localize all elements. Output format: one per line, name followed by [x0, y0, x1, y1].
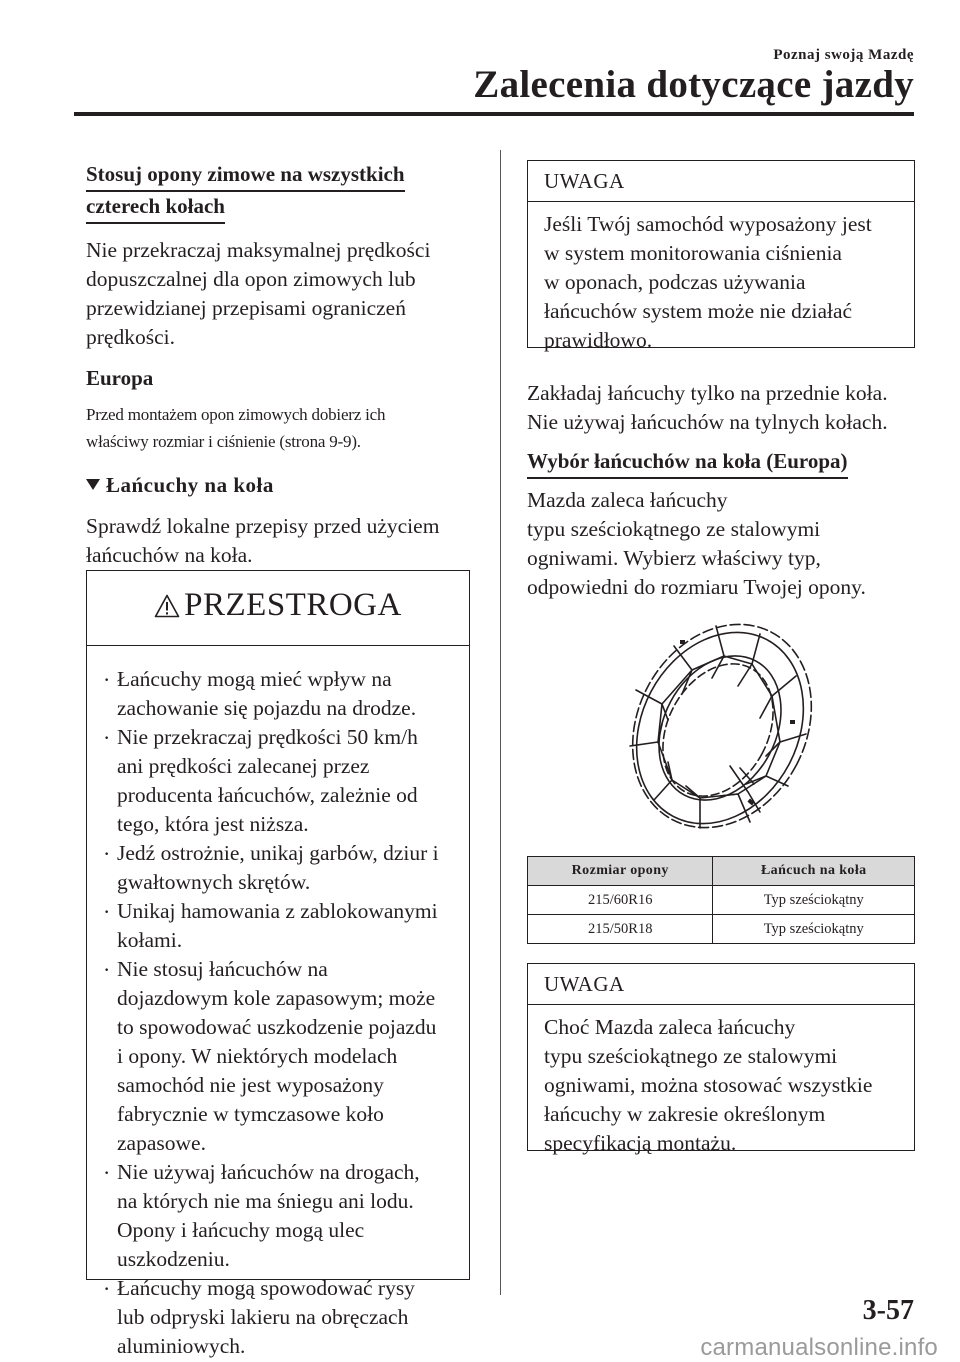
caution-item — [101, 839, 461, 897]
text-line: aluminiowych. — [117, 1334, 246, 1358]
table-cell: Typ sześciokątny — [713, 915, 915, 944]
text-line: · Łańcuchy mogą mieć wpływ na — [117, 667, 392, 691]
note-body — [528, 1005, 914, 1158]
table-cell: 215/50R18 — [528, 915, 713, 944]
chains-section-title — [86, 473, 472, 498]
chapter-title: Zalecenia dotyczące jazdy — [473, 63, 914, 106]
heading-line-2: czterech kołach — [86, 192, 225, 224]
tire-chain-table — [527, 856, 915, 944]
text-line: dojazdowym kole zapasowym; może — [117, 986, 436, 1010]
warning-triangle-icon — [154, 594, 180, 618]
note-body — [528, 202, 914, 355]
text-line: kołami. — [117, 928, 183, 952]
left-column — [86, 160, 472, 570]
text-line: łańcuchy w zakresie określonym — [544, 1102, 826, 1126]
caution-item — [101, 1158, 461, 1274]
text-line: i opony. W niektórych modelach — [117, 1044, 398, 1068]
sub-heading-text: Wybór łańcuchów na koła (Europa) — [527, 447, 848, 479]
note-title: UWAGA — [528, 964, 914, 1005]
caution-item — [101, 723, 461, 839]
text-line: producenta łańcuchów, zależnie od — [117, 783, 418, 807]
text-line: specyfikacją montażu. — [544, 1131, 737, 1155]
winter-tires-heading — [86, 160, 472, 224]
text-line: prawidłowo. — [544, 328, 653, 352]
text-line: · Unikaj hamowania z zablokowanymi — [117, 899, 438, 923]
winter-tires-paragraph — [86, 236, 472, 352]
text-line: Nie używaj łańcuchów na tylnych kołach. — [527, 410, 888, 434]
table-header-row — [528, 857, 915, 886]
table-row — [528, 886, 915, 915]
text-line: · Nie używaj łańcuchów na drogach, — [117, 1160, 420, 1184]
front-wheels-paragraph — [527, 379, 927, 437]
text-line: prędkości. — [86, 325, 175, 349]
heading-line-1: Stosuj opony zimowe na wszystkich — [86, 160, 405, 192]
chains-section-text — [86, 512, 472, 570]
text-line: dopuszczalnej dla opon zimowych lub — [86, 267, 416, 291]
header-rule — [74, 112, 914, 116]
text-line: w system monitorowania ciśnienia — [544, 241, 842, 265]
text-line: Zakładaj łańcuchy tylko na przednie koła. — [527, 381, 888, 405]
caution-title: PRZESTROGA — [184, 587, 402, 623]
text-line: · Nie przekraczaj prędkości 50 km/h — [117, 725, 418, 749]
caution-item — [101, 665, 461, 723]
triangle-bullet-icon — [86, 479, 100, 490]
text-line: Przed montażem opon zimowych dobierz ich — [86, 405, 386, 424]
text-line: to spowodować uszkodzenie pojazdu — [117, 1015, 437, 1039]
text-line: odpowiedni do rozmiaru Twojej opony. — [527, 575, 866, 599]
text-line: tego, która jest niższa. — [117, 812, 309, 836]
text-line: typu sześciokątnego ze stalowymi — [544, 1044, 838, 1068]
chain-selection-paragraph — [527, 486, 927, 602]
header-tire-size: Rozmiar opony — [528, 857, 713, 886]
text-line: fabrycznie w tymczasowe koło — [117, 1102, 384, 1126]
text-line: · Nie stosuj łańcuchów na — [117, 957, 328, 981]
text-line: Nie przekraczaj maksymalnej prędkości — [86, 238, 431, 262]
text-line: właściwy rozmiar i ciśnienie (strona 9-9). — [86, 432, 361, 451]
europe-text — [86, 401, 472, 455]
text-line: Sprawdź lokalne przepisy przed użyciem — [86, 514, 440, 538]
text-line: zachowanie się pojazdu na drodze. — [117, 696, 417, 720]
text-line: typu sześciokątnego ze stalowymi — [527, 517, 821, 541]
europe-label: Europa — [86, 366, 154, 390]
caution-box — [86, 570, 470, 1358]
text-line: ogniwami, można stosować wszystkie — [544, 1073, 873, 1097]
text-line: lub odpryski lakieru na obręczach — [117, 1305, 409, 1329]
caution-header — [87, 571, 469, 646]
caution-item — [101, 1274, 461, 1361]
text-line: zapasowe. — [117, 1131, 206, 1155]
section-title-text: Łańcuchy na koła — [106, 473, 274, 497]
text-line: Choć Mazda zaleca łańcuchy — [544, 1015, 796, 1039]
text-line: ani prędkości zalecanej przez — [117, 754, 370, 778]
caution-list — [101, 665, 461, 1361]
text-line: · Łańcuchy mogą spowodować rysy — [117, 1276, 415, 1300]
text-line: Mazda zaleca łańcuchy — [527, 488, 728, 512]
caution-title-wrap — [154, 587, 402, 624]
tire-chain-illustration — [620, 616, 820, 836]
page-number: 3-57 — [862, 1295, 914, 1326]
header-chain: Łańcuch na koła — [713, 857, 915, 886]
table-row — [528, 915, 915, 944]
text-line: Jeśli Twój samochód wyposażony jest — [544, 212, 872, 236]
table-cell: Typ sześciokątny — [713, 886, 915, 915]
text-line: · Jedź ostrożnie, unikaj garbów, dziur i — [117, 841, 439, 865]
note-title: UWAGA — [528, 161, 914, 202]
text-line: samochód nie jest wyposażony — [117, 1073, 384, 1097]
text-line: łańcuchów system może nie działać — [544, 299, 853, 323]
caution-item — [101, 955, 461, 1158]
watermark-text: carmanualsonline.info — [700, 1334, 938, 1361]
text-line: uszkodzeniu. — [117, 1247, 230, 1271]
text-line: w oponach, podczas używania — [544, 270, 806, 294]
chain-selection-heading — [527, 447, 927, 479]
text-line: ogniwami. Wybierz właściwy typ, — [527, 546, 821, 570]
text-line: gwałtownych skrętów. — [117, 870, 311, 894]
text-line: Opony i łańcuchy mogą ulec — [117, 1218, 365, 1242]
table-cell: 215/60R16 — [528, 886, 713, 915]
column-divider — [500, 150, 501, 1295]
text-line: na których nie ma śniegu ani lodu. — [117, 1189, 414, 1213]
text-line: łańcuchów na koła. — [86, 543, 253, 567]
chapter-subtitle: Poznaj swoją Mazdę — [773, 47, 914, 63]
text-line: przewidzianej przepisami ograniczeń — [86, 296, 406, 320]
note-box-tpms — [527, 160, 915, 352]
note-box-chains — [527, 963, 915, 1155]
caution-item — [101, 897, 461, 955]
